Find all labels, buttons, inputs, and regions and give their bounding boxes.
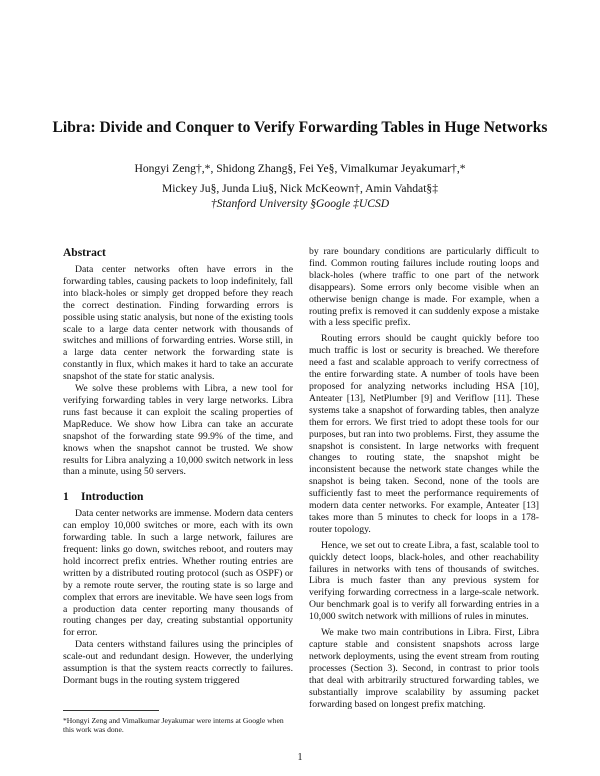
affiliations: †Stanford University §Google ‡UCSD [210, 197, 390, 210]
authors-line-1: Hongyi Zeng†,*, Shidong Zhang§, Fei Ye§, Vimalkumar Jeyakumar†,* [134, 162, 466, 175]
intro-paragraph-2: Data centers withstand failures using the principles of scale-out and redundant design. However, the underlying assumption is that the system reacts correctly to failures. Dormant bugs in the routing system triggered [63, 639, 293, 686]
right-column [309, 246, 539, 710]
authors-line-2: Mickey Ju§, Junda Liu§, Nick McKeown†, Amin Vahdat§‡ [161, 182, 439, 195]
right-paragraph-2: Routing errors should be caught quickly before too much traffic is lost or security is breached. We therefore need a fast and scalable approach to verify correctness of the entire forwarding state. A number of tools have been proposed for analyzing networks including HSA [10], Anteater [13], NetPlumber [9] and Veriflow [11]. These systems take a snapshot of forwarding tables, then analyze them for errors. We first tried to adopt these tools for our purposes, but ran into two problems. First, they assume the snapshot is consistent. In large networks with frequent changes to routing state, the snapshot might be inconsistent because the network state changes while the snapshot is being taken. Second, none of the tools are sufficiently fast to meet the performance requirements of modern data center networks. For example, Anteater [13] takes more than 5 minutes to check for loops in a 178-router topology. [309, 333, 539, 535]
right-paragraph-1: by rare boundary conditions are particularly difficult to find. Common routing failures include routing loops and black-holes (where traffic to one part of the network disappears). Some errors only become visible when an otherwise benign change is made. For example, when a routing prefix is removed it can suddenly expose a mistake with a less specific prefix. [309, 246, 539, 329]
intro-heading-text: Introduction [81, 491, 144, 504]
abstract-heading: Abstract [63, 247, 106, 259]
intro-heading [63, 490, 293, 504]
intro-paragraph-1: Data center networks are immense. Modern data centers can employ 10,000 switches or more, each with its own forwarding table. In such a large network, failures are frequent: links go down, switches reboot, and routers may hold incorrect prefix entries. Whether routing entries are written by a distributed routing protocol (such as OSPF) or by a remote route server, the routing state is so large and complex that errors are inevitable. We have seen logs from a production data center reporting many thousands of routing changes per day, creating substantial opportunity for error. [63, 508, 293, 639]
abstract-paragraph-2: We solve these problems with Libra, a new tool for verifying forwarding tables in very large networks. Libra runs fast because it can exploit the scaling properties of MapReduce. We show how Libra can take an accurate snapshot of the forwarding state 99.9% of the time, and knows when the snapshot cannot be trusted. We show results for Libra analyzing a 10,000 switch network in less than a minute, using 50 servers. [63, 383, 293, 478]
footnote: *Hongyi Zeng and Vimalkumar Jeyakumar were interns at Google when this work was done. [63, 716, 284, 735]
paper-title: Libra: Divide and Conquer to Verify Forwarding Tables in Huge Networks [52, 119, 548, 136]
intro-section-number: 1 [63, 491, 69, 504]
page-number: 1 [297, 752, 303, 763]
footnote-rule [63, 710, 159, 711]
right-paragraph-3: Hence, we set out to create Libra, a fast, scalable tool to quickly detect loops, black-holes, and other reachability failures in networks with tens of thousands of switches. Libra is much faster than any previous system for verifying forwarding correctness in a large-scale network. Our benchmark goal is to verify all forwarding entries in a 10,000 switch network with millions of rules in minutes. [309, 539, 539, 623]
left-column [63, 246, 293, 687]
abstract-paragraph-1: Data center networks often have errors in the forwarding tables, causing packets to loop indefinitely, fall into black-holes or simply get dropped before they reach the correct destination. Finding forwarding errors is possible using static analysis, but none of the existing tools scale to a large data center network with thousands of switches and millions of forwarding entries. Worse still, in a large data center network the forwarding state is constantly in flux, which makes it hard to take an accurate snapshot of the state for static analysis. [63, 264, 293, 383]
right-paragraph-4: We make two main contributions in Libra. First, Libra capture stable and consistent snapshots across large network deployments, using the event stream from routing processes (Section 3). Second, in contrast to prior tools that deal with arbitrarily structured forwarding tables, we substantially improve scalability by assuming packet forwarding based on longest prefix matching. [309, 627, 539, 710]
